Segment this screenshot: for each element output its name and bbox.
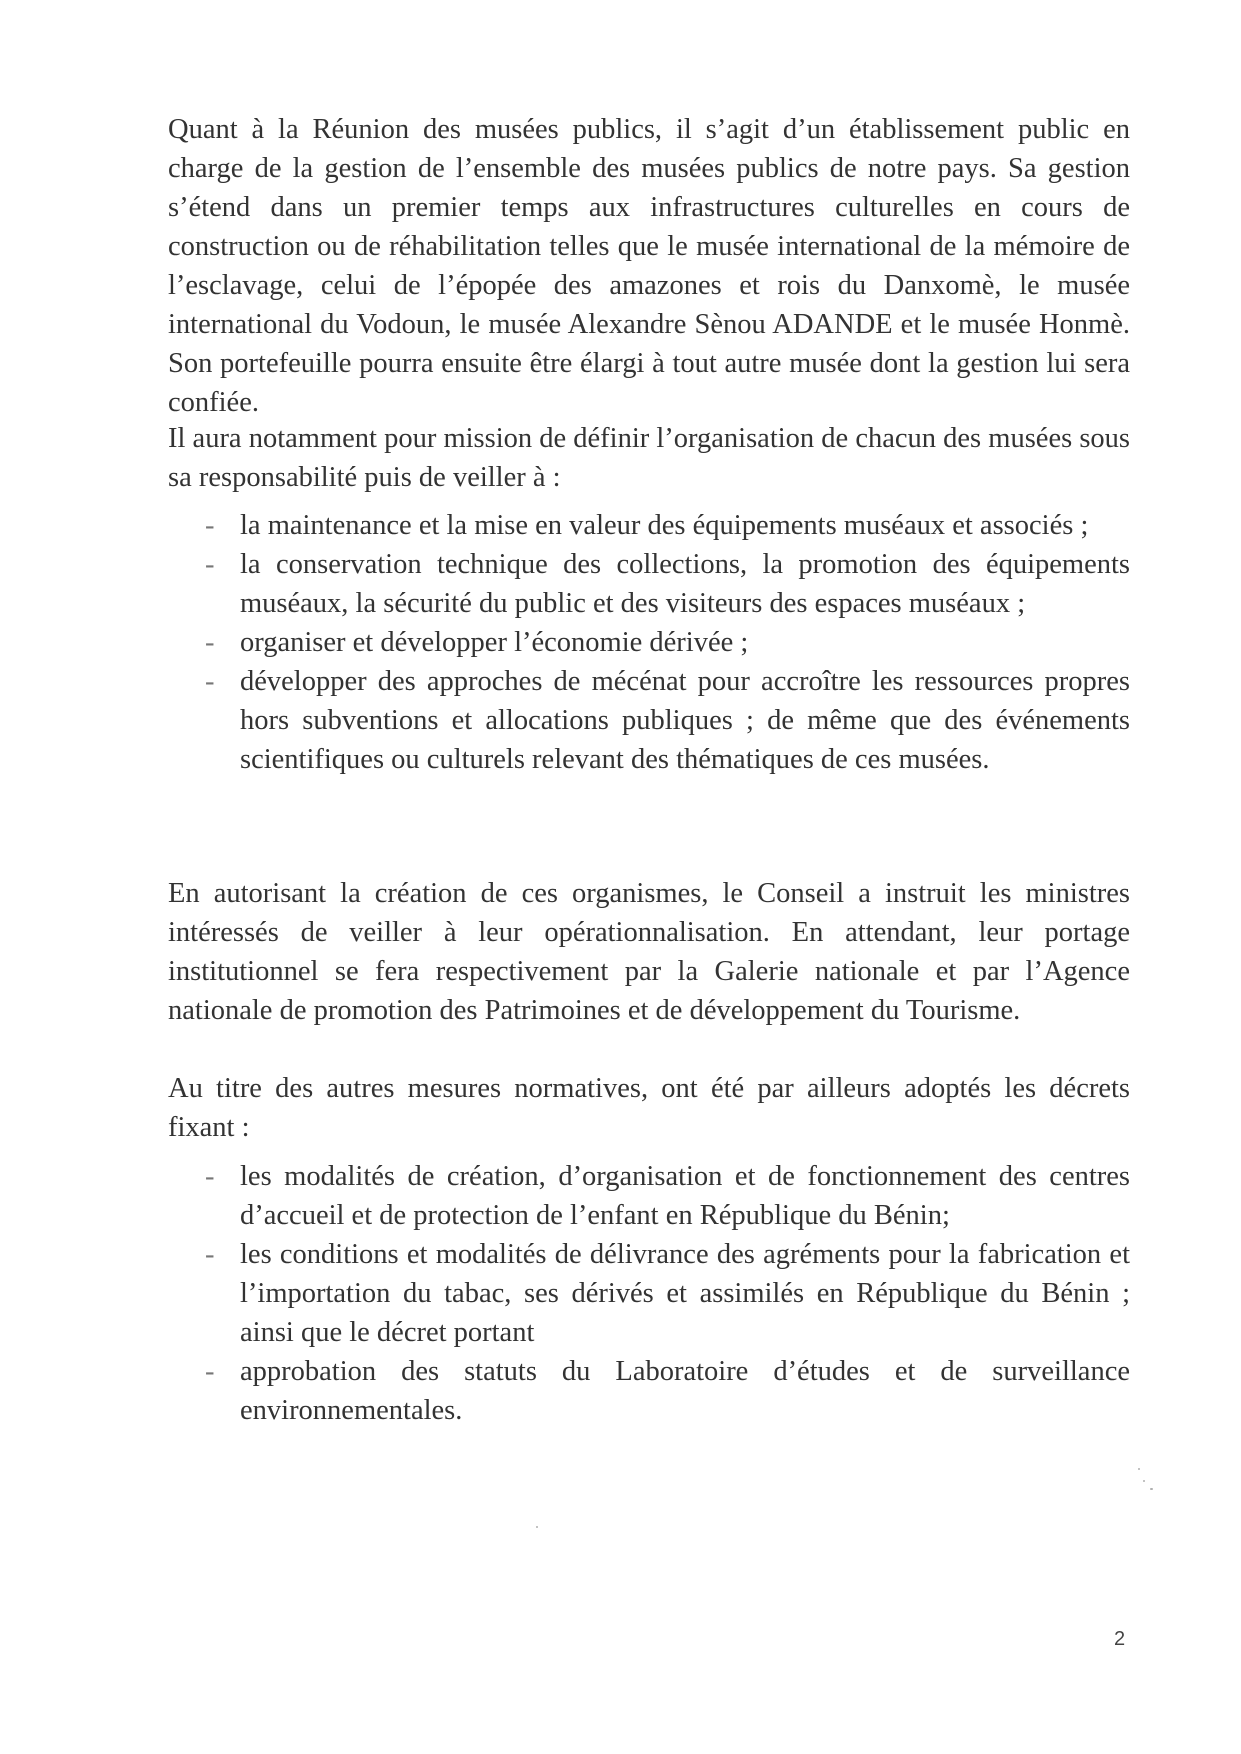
bullet-dash: - <box>205 666 215 697</box>
scan-speck <box>1150 1488 1153 1490</box>
list-item <box>205 545 1130 623</box>
list-item <box>205 662 1130 779</box>
bullet-dash: - <box>205 627 215 658</box>
paragraph-mesures-normatives: Au titre des autres mesures normatives, ont été par ailleurs adoptés les décrets fixant : <box>168 1073 1130 1143</box>
list-item-text: la conservation technique des collections, la promotion des équipements muséaux, la sécurité du public et des visiteurs des espaces muséaux ; <box>240 549 1130 619</box>
scan-speck <box>536 1526 538 1528</box>
bullet-dash: - <box>205 510 215 541</box>
list-item <box>205 623 1130 662</box>
list-item <box>205 1235 1130 1352</box>
scan-speck <box>1138 1468 1140 1470</box>
mission-list <box>205 506 1130 779</box>
list-item <box>205 1157 1130 1235</box>
page-number: 2 <box>1114 1628 1126 1650</box>
bullet-dash: - <box>205 549 215 580</box>
list-item <box>205 1352 1130 1430</box>
list-item-text: approbation des statuts du Laboratoire d’études et de surveillance environnementales. <box>240 1356 1130 1426</box>
bullet-dash: - <box>205 1161 215 1192</box>
list-item-text: la maintenance et la mise en valeur des équipements muséaux et associés ; <box>240 510 1089 541</box>
paragraph-autorisation: En autorisant la création de ces organismes, le Conseil a instruit les ministres intéressés de veiller à leur opérationnalisation. En attendant, leur portage institutionnel se fera respectivement par la Galerie nationale et par l’Agence nationale de promotion des Patrimoines et de développement du Tourisme. <box>168 878 1130 1026</box>
paragraph-reunion-musees: Quant à la Réunion des musées publics, il s’agit d’un établissement public en charge de la gestion de l’ensemble des musées publics de notre pays. Sa gestion s’étend dans un premier temps aux infrastructures culturelles en cours de construction ou de réhabilitation telles que le musée international de la mémoire de l’esclavage, celui de l’épopée des amazones et rois du Danxomè, le musée international du Vodoun, le musée Alexandre Sènou ADANDE et le musée Honmè. Son portefeuille pourra ensuite être élargi à tout autre musée dont la gestion lui sera confiée. <box>168 114 1130 418</box>
list-item-text: organiser et développer l’économie dérivée ; <box>240 627 749 658</box>
paragraph-mission: Il aura notamment pour mission de définir l’organisation de chacun des musées sous sa responsabilité puis de veiller à : <box>168 423 1130 493</box>
list-item-text: les modalités de création, d’organisation et de fonctionnement des centres d’accueil et de protection de l’enfant en République du Bénin; <box>240 1161 1130 1231</box>
list-item <box>205 506 1130 545</box>
list-item-text: les conditions et modalités de délivrance des agréments pour la fabrication et l’importation du tabac, ses dérivés et assimilés en République du Bénin ; ainsi que le décret portant <box>240 1239 1130 1348</box>
decrets-list <box>205 1157 1130 1430</box>
bullet-dash: - <box>205 1239 215 1270</box>
bullet-dash: - <box>205 1356 215 1387</box>
list-item-text: développer des approches de mécénat pour accroître les ressources propres hors subventions et allocations publiques ; de même que des événements scientifiques ou culturels relevant des thématiques de ces musées. <box>240 666 1130 775</box>
scan-speck <box>1143 1480 1145 1482</box>
